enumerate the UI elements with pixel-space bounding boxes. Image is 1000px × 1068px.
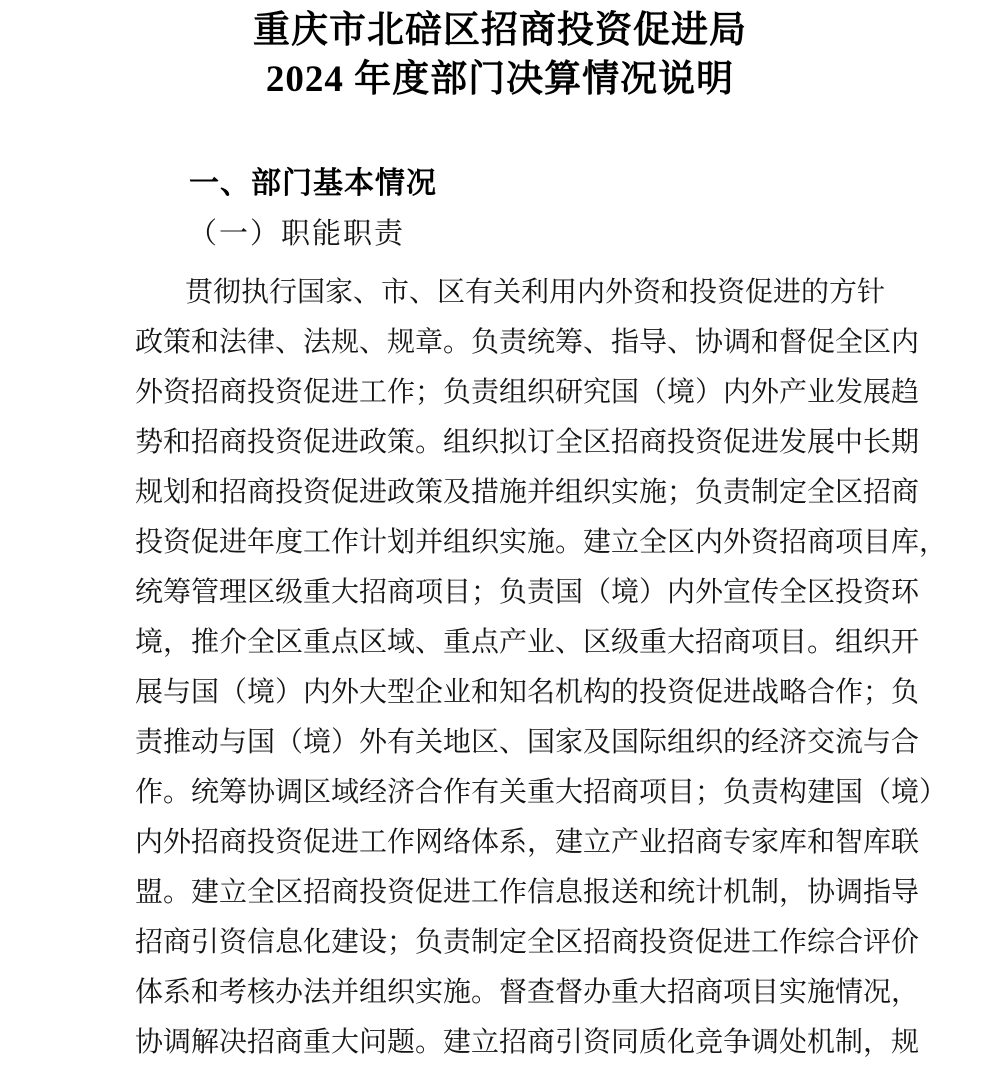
body-text-line: 责推动与国（境）外有关地区、国家及国际组织的经济交流与合 xyxy=(135,727,920,758)
body-text-line: 外资招商投资促进工作；负责组织研究国（境）内外产业发展趋 xyxy=(135,377,920,408)
body-text-line: 投资促进年度工作计划并组织实施。建立全区内外资招商项目库， xyxy=(135,527,948,558)
body-text-line: 规划和招商投资促进政策及措施并组织实施；负责制定全区招商 xyxy=(135,477,920,508)
body-text-line: 贯彻执行国家、市、区有关利用内外资和投资促进的方针 xyxy=(185,277,886,308)
body-text-line: 作。统筹协调区域经济合作有关重大招商项目；负责构建国（境） xyxy=(135,777,948,808)
body-text-line: 招商引资信息化建设；负责制定全区招商投资促进工作综合评价 xyxy=(135,927,920,958)
subsection-heading-functions-duties: （一）职能职责 xyxy=(188,218,406,250)
body-text-line: 体系和考核办法并组织实施。督查督办重大招商项目实施情况， xyxy=(135,977,920,1008)
document-title-line-2: 2024 年度部门决算情况说明 xyxy=(265,59,735,100)
paragraph-functions-duties xyxy=(135,270,948,1068)
body-text-line: 协调解决招商重大问题。建立招商引资同质化竞争调处机制，规 xyxy=(135,1027,920,1058)
body-text-line: 统筹管理区级重大招商项目；负责国（境）内外宣传全区投资环 xyxy=(135,577,920,608)
body-text-line: 境，推介全区重点区域、重点产业、区级重大招商项目。组织开 xyxy=(135,627,920,658)
body-text-line: 政策和法律、法规、规章。负责统筹、指导、协调和督促全区内 xyxy=(135,327,920,358)
section-heading-department-basic-info: 一、部门基本情况 xyxy=(189,167,437,200)
body-text-line: 内外招商投资促进工作网络体系，建立产业招商专家库和智库联 xyxy=(135,827,920,858)
document-title-line-1: 重庆市北碚区招商投资促进局 xyxy=(253,10,747,51)
body-text-line: 展与国（境）内外大型企业和知名机构的投资促进战略合作；负 xyxy=(135,677,920,708)
body-text-line: 盟。建立全区招商投资促进工作信息报送和统计机制，协调指导 xyxy=(135,877,920,908)
document-title xyxy=(0,6,1000,104)
body-text-line: 势和招商投资促进政策。组织拟订全区招商投资促进发展中长期 xyxy=(135,427,920,458)
